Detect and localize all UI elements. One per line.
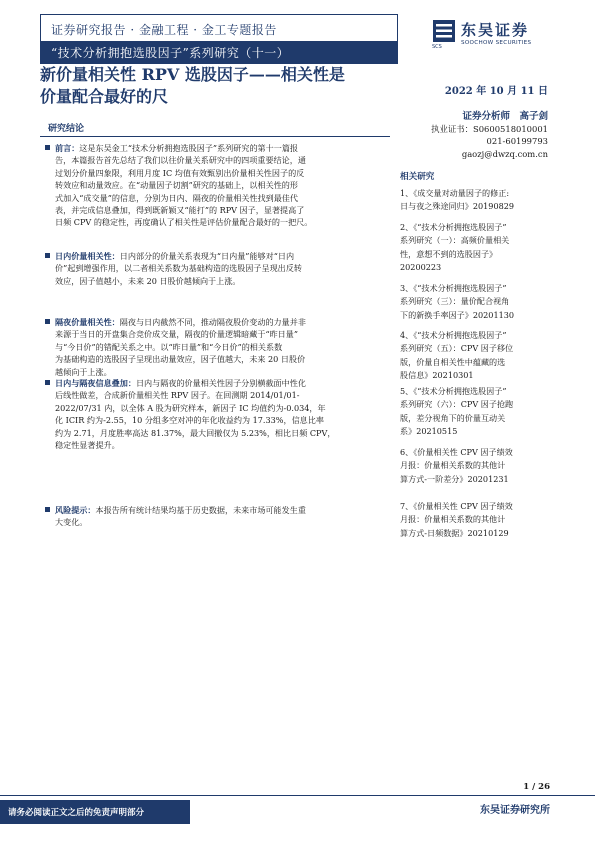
- logo-mark-icon: [433, 20, 455, 42]
- company-logo: [433, 20, 563, 50]
- bullet-icon: [45, 319, 50, 324]
- paragraph-lead: 日内与隔夜信息叠加：: [55, 378, 136, 388]
- related-item[interactable]: 6、《价量相关性 CPV 因子绩效 月报：价量相关系数的其他计 算方式-一阶差分》20201231: [400, 447, 513, 484]
- paragraph-lead: 隔夜价量相关性：: [55, 317, 120, 327]
- analyst-name: 证券分析师 高子剑: [462, 111, 548, 122]
- section-title: 研究结论: [48, 124, 85, 134]
- bullet-icon: [45, 253, 50, 258]
- related-item[interactable]: 3、《“技术分析拥抱选股因子” 系列研究（三）：量价配合视角 下的新换手率因子》20201130: [400, 283, 515, 320]
- paragraph-intraday: 日内价量相关性：日内部分的价量关系表现为“日内量”能够对“日内 价”起到增强作用，以二者相关系数为基础构造的选股因子呈现出反转 效应，因子值越小，未来 20 日股价越倾向于上涨。: [45, 250, 385, 287]
- footer-divider: [0, 795, 595, 796]
- firm-name: 东吴证券研究所: [480, 805, 550, 816]
- report-date: 2022 年 10 月 11 日: [444, 86, 548, 97]
- paragraph-lead: 日内价量相关性：: [55, 251, 120, 261]
- logo-mark-text: SCS: [432, 44, 442, 50]
- report-title-line: 价量配合最好的尺: [40, 87, 169, 106]
- paragraph-combined: 日内与隔夜信息叠加：日内与隔夜的价量相关性因子分别横截面中性化 后线性做差，合成新价量相关性 RPV 因子。在回测期 2014/01/01- 2022/07/31 内，以全体 A 股为研究样本，新因子 IC 均值约为-0.034，年 化 ICIR 约为-2.55，10 分组多空对冲的年化收益约为 17.33%，信息比率 约为 2.71，月度胜率高达 81.37%，最大回撤仅为 5.23%，相比日频 CPV， 稳定性显著提升。: [45, 377, 385, 451]
- disclaimer-text: 请务必阅读正文之后的免责声明部分: [8, 808, 145, 818]
- related-item[interactable]: 7、《价量相关性 CPV 因子绩效 月报：价量相关系数的其他计 算方式-日频数据》20210129: [400, 501, 513, 538]
- series-band: [41, 41, 397, 63]
- paragraph-preface: 前言：这是东吴金工“技术分析拥抱选股因子”系列研究的第十一篇报 告，本篇报告首先总结了我们以往价量关系研究中的四项重要结论，通 过划分价量四象限，利用月度 IC 均值有效甄别出价量相关性因子的反 转效应和动量效应。在“动量因子切割”研究的基础上，以相关性的形 式加入“成交量”的信息，分别为日内、隔夜的价量相关性找到最佳代 表，并完成信息叠加，得到既新颖又“能打”的 RPV 因子，显著提高了 日频 CPV 的稳定性，再度确认了相关性是评估价量配合最好的一把尺。: [45, 142, 385, 229]
- section-divider: [40, 136, 390, 137]
- related-item[interactable]: 1、《成交量对动量因子的修正: 日与夜之殊途同归》20190829: [400, 188, 515, 212]
- paragraph-overnight: 隔夜价量相关性：隔夜与日内截然不同，推动隔夜股价变动的力量并非 来源于当日的开盘集合竞价成交量，隔夜的价量逻辑暗藏于“昨日量” 与“今日价”的错配关系之中。以“昨日量”和“今日价”的相关系数 为基础构造的选股因子呈现出动量效应，因子值越大，未来 20 日股价 越倾向于上涨。: [45, 316, 385, 378]
- related-title: 相关研究: [400, 172, 435, 182]
- paragraph-lead: 风险提示：: [55, 505, 96, 515]
- logo-name-cn: 东吴证券: [461, 21, 530, 39]
- related-item[interactable]: 4、《“技术分析拥抱选股因子” 系列研究（五）：CPV 因子移位 版，价量自相关性中蕴藏的选 股信息》20210301: [400, 330, 514, 381]
- bullet-icon: [45, 507, 50, 512]
- disclaimer-banner[interactable]: [0, 800, 190, 824]
- bullet-icon: [45, 380, 50, 385]
- logo-name-en: SOOCHOW SECURITIES: [461, 40, 532, 46]
- analyst-license: 执业证书：S0600518010001: [431, 124, 548, 134]
- analyst-phone: 021-60199793: [486, 136, 548, 146]
- bullet-icon: [45, 145, 50, 150]
- report-title: [40, 64, 400, 108]
- related-item[interactable]: 5、《“技术分析拥抱选股因子” 系列研究（六）：CPV 因子抢跑 版，差分视角下的价量互动关 系》20210515: [400, 386, 514, 437]
- paragraph-lead: 前言：: [55, 143, 80, 153]
- series-band-title: “技术分析拥抱选股因子”系列研究（十一）: [51, 46, 290, 60]
- paragraph-risk: 风险提示：本报告所有统计结果均基于历史数据，未来市场可能发生重 大变化。: [45, 504, 385, 529]
- report-header: [40, 14, 398, 64]
- analyst-email[interactable]: gaozj@dwzq.com.cn: [461, 149, 548, 159]
- report-series-label: 证券研究报告 · 金融工程 · 金工专题报告: [51, 23, 277, 37]
- related-item[interactable]: 2、《“技术分析拥抱选股因子” 系列研究（一）：高频价量相关 性，意想不到的选股因子》 20200223: [400, 222, 510, 273]
- report-title-line: 新价量相关性 RPV 选股因子——相关性是: [40, 65, 345, 84]
- page-number: 1 / 26: [523, 782, 550, 792]
